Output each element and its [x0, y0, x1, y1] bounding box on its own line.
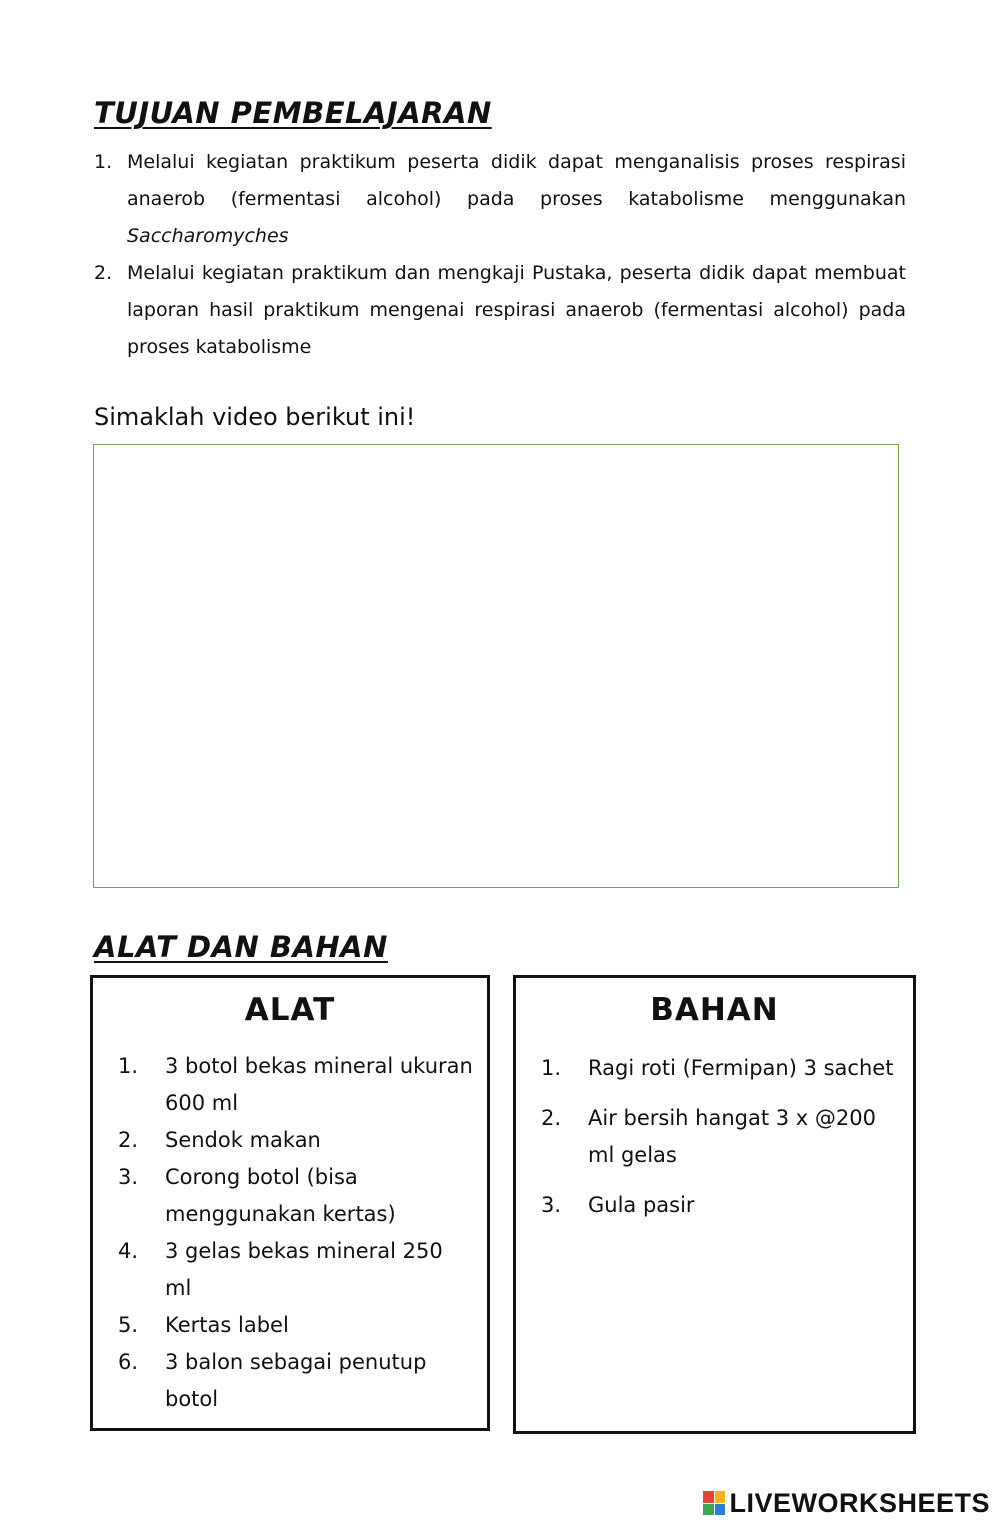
bahan-list — [541, 1050, 896, 1237]
section-title-alat-bahan: ALAT DAN BAHAN — [94, 930, 388, 964]
liveworksheets-logo-icon — [703, 1491, 725, 1515]
objective-italic-term: Saccharomyches — [127, 225, 289, 247]
objective-text: Melalui kegiatan praktikum dan mengkaji Pustaka, peserta didik dapat membuat laporan hasil praktikum mengenai respirasi anaerob (fermentasi alcohol) pada proses katabolisme — [127, 262, 906, 358]
section-title-tujuan: TUJUAN PEMBELAJARAN — [94, 96, 492, 130]
list-item — [118, 1233, 473, 1307]
list-number: 5. — [118, 1313, 139, 1337]
logo-square-green — [703, 1504, 714, 1516]
list-item — [118, 1159, 473, 1233]
list-item — [118, 1344, 473, 1418]
list-text: 3 gelas bekas mineral 250 ml — [165, 1239, 443, 1300]
alat-title: ALAT — [244, 992, 336, 1028]
objective-item — [94, 255, 906, 366]
list-item — [118, 1048, 473, 1122]
bahan-title: BAHAN — [650, 992, 779, 1028]
objective-item — [94, 144, 906, 255]
list-item — [541, 1187, 896, 1224]
list-number: 2. — [541, 1106, 562, 1130]
logo-text: LIVEWORKSHEETS — [729, 1487, 990, 1518]
alat-box — [90, 975, 490, 1431]
list-number: 3. — [118, 1165, 139, 1189]
list-number: 3. — [541, 1193, 562, 1217]
logo-square-red — [703, 1491, 714, 1503]
logo-square-blue — [715, 1504, 726, 1516]
liveworksheets-logo[interactable] — [703, 1488, 990, 1518]
list-text: 3 balon sebagai penutup botol — [165, 1350, 427, 1411]
list-item — [541, 1100, 896, 1174]
list-text: Corong botol (bisa menggunakan kertas) — [165, 1165, 396, 1226]
list-text: Air bersih hangat 3 x @200 ml gelas — [588, 1106, 876, 1167]
alat-list — [118, 1048, 473, 1418]
video-instruction: Simaklah video berikut ini! — [94, 403, 416, 431]
logo-square-yellow — [715, 1491, 726, 1503]
list-number: 2. — [118, 1128, 139, 1152]
list-number: 1. — [118, 1054, 139, 1078]
list-text: Ragi roti (Fermipan) 3 sachet — [588, 1056, 894, 1080]
objective-text: Melalui kegiatan praktikum peserta didik dapat menganalisis proses respirasi anaerob (fermentasi alcohol) pada proses katabolisme menggunakan — [127, 151, 906, 210]
list-item — [118, 1122, 473, 1159]
list-text: Sendok makan — [165, 1128, 321, 1152]
list-number: 6. — [118, 1350, 139, 1374]
objective-number: 2. — [94, 262, 113, 284]
objectives-list — [94, 144, 906, 366]
list-text: 3 botol bekas mineral ukuran 600 ml — [165, 1054, 473, 1115]
list-item — [118, 1307, 473, 1344]
list-number: 1. — [541, 1056, 562, 1080]
list-text: Kertas label — [165, 1313, 289, 1337]
video-player[interactable] — [93, 444, 899, 888]
list-item — [541, 1050, 896, 1087]
list-text: Gula pasir — [588, 1193, 695, 1217]
objective-number: 1. — [94, 151, 113, 173]
list-number: 4. — [118, 1239, 139, 1263]
bahan-box — [513, 975, 916, 1434]
